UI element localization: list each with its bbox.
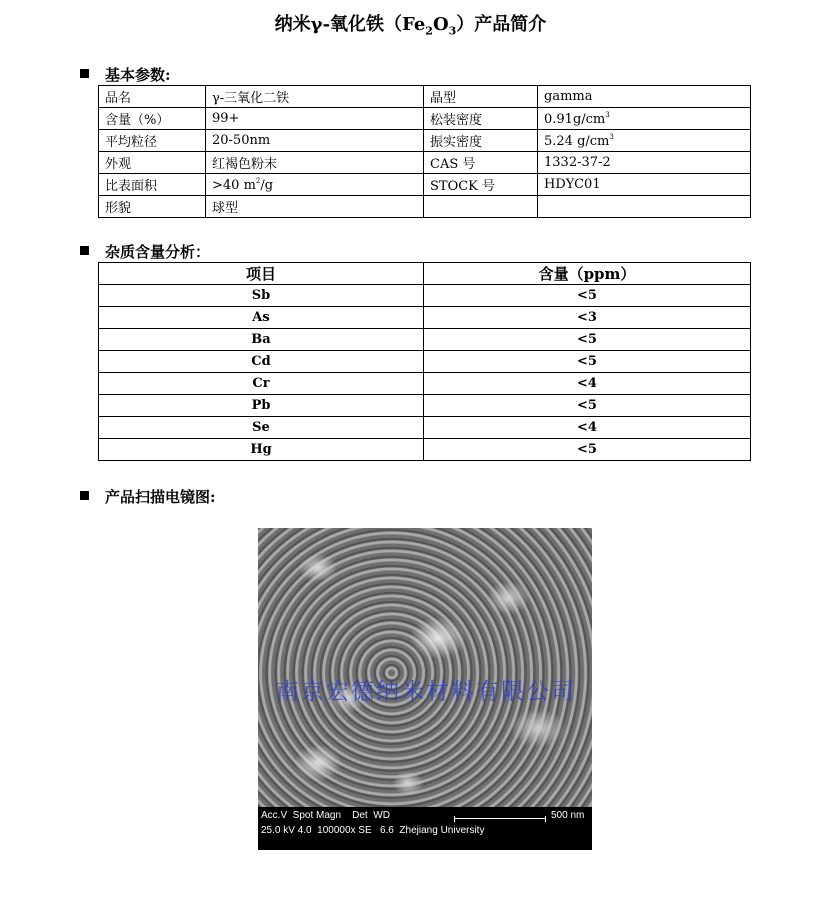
impurity-element: Cd <box>99 351 424 373</box>
impurity-table <box>98 262 751 461</box>
impurity-content: <4 <box>424 417 751 439</box>
param-row <box>99 174 751 196</box>
param-value: 99+ <box>206 108 424 130</box>
impurity-element: Hg <box>99 439 424 461</box>
section-impurity: 杂质含量分析： <box>80 241 210 262</box>
impurity-header-content: 含量（ppm） <box>424 263 751 285</box>
impurity-row <box>99 285 751 307</box>
param-value: 1332-37-2 <box>538 152 751 174</box>
section-basic-params: 基本参数: <box>80 64 171 85</box>
impurity-row <box>99 395 751 417</box>
impurity-element: Sb <box>99 285 424 307</box>
sem-image <box>258 528 592 850</box>
impurity-header-row <box>99 263 751 285</box>
param-label: 比表面积 <box>99 174 206 196</box>
impurity-row <box>99 373 751 395</box>
impurity-element: Pb <box>99 395 424 417</box>
param-label: STOCK 号 <box>424 174 538 196</box>
company-watermark: 南京宏德纳米材料有限公司 <box>276 679 576 705</box>
sem-info-line2: 25.0 kV 4.0 100000x SE 6.6 Zhejiang University <box>261 825 485 836</box>
impurity-row <box>99 439 751 461</box>
param-label: 晶型 <box>424 86 538 108</box>
impurity-content: <4 <box>424 373 751 395</box>
param-value: 5.24 $g/cm^3$ <box>538 130 751 152</box>
param-label: 振实密度 <box>424 130 538 152</box>
scale-label: 500 nm <box>551 810 585 821</box>
sem-info-bar <box>258 807 592 850</box>
sem-info-line1: Acc.V Spot Magn Det WD <box>261 810 390 821</box>
page-title: 纳米γ-氧化铁$(Fe_2O_3)$产品简介 <box>274 14 547 38</box>
square-bullet-icon <box>80 69 89 78</box>
param-label: 平均粒径 <box>99 130 206 152</box>
impurity-element: Cr <box>99 373 424 395</box>
impurity-content: <5 <box>424 285 751 307</box>
param-label: 松装密度 <box>424 108 538 130</box>
basic-params-table <box>98 85 751 218</box>
param-value <box>538 196 751 218</box>
param-label <box>424 196 538 218</box>
section-sem: 产品扫描电镜图: <box>80 486 216 507</box>
param-value: γ-三氧化二铁 <box>206 86 424 108</box>
param-label: 外观 <box>99 152 206 174</box>
impurity-header-item: 项目 <box>99 263 424 285</box>
param-value: gamma <box>538 86 751 108</box>
param-row <box>99 152 751 174</box>
param-value: HDYC01 <box>538 174 751 196</box>
param-row <box>99 86 751 108</box>
param-row <box>99 108 751 130</box>
param-value: 20-50nm <box>206 130 424 152</box>
scale-bar <box>454 816 546 822</box>
param-label: 含量（%） <box>99 108 206 130</box>
impurity-row <box>99 329 751 351</box>
param-label: 形貌 <box>99 196 206 218</box>
impurity-element: Se <box>99 417 424 439</box>
impurity-row <box>99 351 751 373</box>
param-row <box>99 130 751 152</box>
param-value: >40 $m^2/g$ <box>206 174 424 196</box>
impurity-element: As <box>99 307 424 329</box>
impurity-content: <5 <box>424 329 751 351</box>
param-value: $0.91g/cm^3$ <box>538 108 751 130</box>
impurity-row <box>99 417 751 439</box>
param-value: 红褐色粉末 <box>206 152 424 174</box>
param-label: 品名 <box>99 86 206 108</box>
param-label: CAS 号 <box>424 152 538 174</box>
impurity-content: <5 <box>424 351 751 373</box>
impurity-content: <5 <box>424 439 751 461</box>
impurity-element: Ba <box>99 329 424 351</box>
impurity-row <box>99 307 751 329</box>
impurity-content: <5 <box>424 395 751 417</box>
square-bullet-icon <box>80 246 89 255</box>
param-value: 球型 <box>206 196 424 218</box>
impurity-content: <3 <box>424 307 751 329</box>
square-bullet-icon <box>80 491 89 500</box>
param-row <box>99 196 751 218</box>
